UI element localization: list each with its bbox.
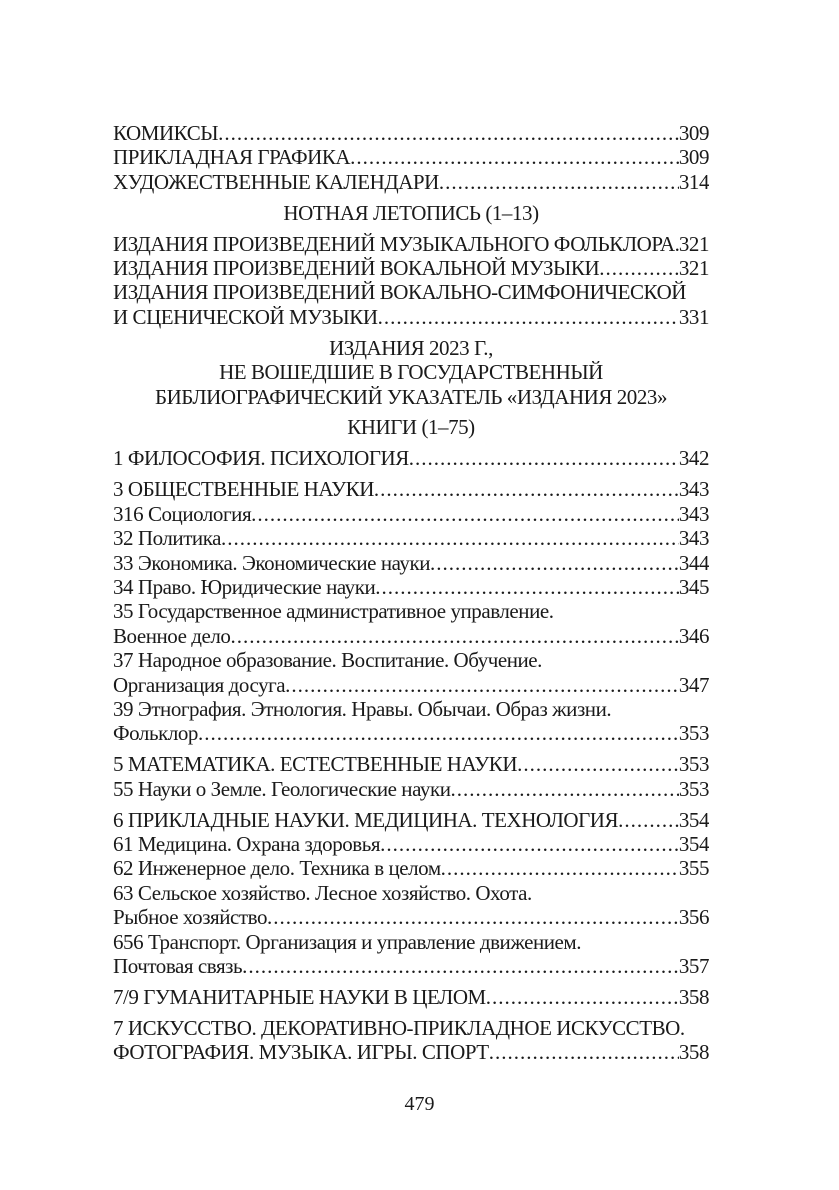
toc-entry-line	[113, 170, 709, 194]
dot-leader	[378, 305, 679, 329]
entry-title: Фольклор	[113, 721, 198, 746]
entry-title: ИЗДАНИЯ ПРОИЗВЕДЕНИЙ МУЗЫКАЛЬНОГО ФОЛЬКЛОРА	[113, 231, 675, 256]
entry-title: 32 Политика	[113, 526, 222, 551]
entry-page-number: 309	[678, 145, 709, 170]
entry-page-number: 346	[678, 623, 709, 648]
toc-entry	[113, 832, 709, 856]
dot-leader	[221, 526, 679, 550]
toc-entry-line	[113, 502, 709, 526]
toc-entry	[113, 145, 709, 169]
dot-leader	[439, 170, 679, 194]
toc-entry-line	[113, 856, 709, 880]
entry-title-line: 7 ИСКУССТВО. ДЕКОРАТИВНО-ПРИКЛАДНОЕ ИСКУССТВО.	[113, 1015, 685, 1040]
dot-leader	[350, 145, 679, 169]
entry-title-line: 37 Народное образование. Воспитание. Обучение.	[113, 648, 542, 673]
entry-page-number: 321	[678, 256, 709, 281]
section-heading	[113, 415, 709, 439]
toc-entry	[113, 232, 709, 256]
toc-entry-line	[113, 446, 709, 470]
entry-page-number: 358	[678, 1040, 709, 1065]
toc-entry	[113, 170, 709, 194]
toc-entry-line	[113, 232, 709, 256]
toc-entry	[113, 697, 709, 746]
dot-leader	[251, 502, 679, 526]
toc-entry	[113, 808, 709, 832]
dot-leader	[380, 832, 679, 856]
heading-line: НЕ ВОШЕДШИЕ В ГОСУДАРСТВЕННЫЙ	[219, 360, 603, 385]
dot-leader	[450, 777, 678, 801]
entry-page-number: 353	[678, 776, 709, 801]
entry-page-number: 331	[678, 304, 709, 329]
toc-entry	[113, 985, 709, 1009]
entry-page-number: 343	[678, 477, 709, 502]
toc-entry-line	[113, 145, 709, 169]
toc-entry	[113, 752, 709, 776]
toc-entry-line	[113, 477, 709, 501]
entry-title: ФОТОГРАФИЯ. МУЗЫКА. ИГРЫ. СПОРТ	[113, 1040, 489, 1065]
toc-entry	[113, 121, 709, 145]
toc-entry	[113, 1016, 709, 1065]
entry-title: КОМИКСЫ	[113, 121, 219, 145]
toc-entry-line	[113, 121, 709, 145]
toc-entry-line	[113, 624, 709, 648]
entry-title: 3 ОБЩЕСТВЕННЫЕ НАУКИ	[113, 477, 374, 502]
entry-title: 61 Медицина. Охрана здоровья	[113, 831, 381, 856]
entry-title-line: 63 Сельское хозяйство. Лесное хозяйство. Охота.	[113, 880, 532, 905]
entry-title: ХУДОЖЕСТВЕННЫЕ КАЛЕНДАРИ	[113, 169, 439, 194]
entry-page-number: 354	[678, 831, 709, 856]
dot-leader	[285, 673, 679, 697]
entry-title: 316 Социология	[113, 501, 252, 526]
entry-page-number: 345	[678, 574, 709, 599]
entry-page-number: 357	[678, 954, 709, 978]
dot-leader	[441, 856, 679, 880]
toc-entry-line	[113, 985, 709, 1009]
entry-page-number: 358	[678, 984, 709, 1009]
dot-leader	[374, 477, 679, 501]
dot-leader	[486, 985, 679, 1009]
entry-title-line: 35 Государственное административное управление.	[113, 599, 554, 624]
toc-entry	[113, 446, 709, 470]
entry-title: Почтовая связь	[113, 954, 243, 978]
heading-line: БИБЛИОГРАФИЧЕСКИЙ УКАЗАТЕЛЬ «ИЗДАНИЯ 2023»	[154, 384, 667, 409]
toc-entry	[113, 256, 709, 280]
toc-entry-line	[113, 905, 709, 929]
toc-entry-line	[113, 721, 709, 745]
entry-title: 1 ФИЛОСОФИЯ. ПСИХОЛОГИЯ	[113, 446, 409, 471]
dot-leader	[430, 551, 679, 575]
dot-leader	[218, 121, 679, 145]
dot-leader	[489, 1040, 679, 1064]
entry-title: ИЗДАНИЯ ПРОИЗВЕДЕНИЙ ВОКАЛЬНОЙ МУЗЫКИ	[113, 256, 600, 281]
entry-page-number: 342	[678, 446, 709, 471]
entry-title: 34 Право. Юридические науки	[113, 574, 376, 599]
heading-line: НОТНАЯ ЛЕТОПИСЬ (1–13)	[283, 200, 539, 225]
toc-entry-line	[113, 305, 709, 329]
dot-leader	[198, 721, 679, 745]
toc-entry	[113, 777, 709, 801]
entry-page-number: 347	[678, 672, 709, 697]
dot-leader	[517, 752, 679, 776]
section-heading	[113, 336, 709, 409]
table-of-contents	[113, 121, 709, 1065]
entry-page-number: 344	[678, 550, 709, 575]
toc-entry	[113, 477, 709, 501]
dot-leader	[409, 446, 679, 470]
dot-leader	[618, 808, 679, 832]
toc-entry	[113, 856, 709, 880]
entry-title-line: ИЗДАНИЯ ПРОИЗВЕДЕНИЙ ВОКАЛЬНО-СИМФОНИЧЕСКОЙ	[113, 280, 686, 305]
entry-page-number: 343	[678, 501, 709, 526]
dot-leader	[375, 575, 679, 599]
dot-leader	[267, 905, 679, 929]
toc-entry	[113, 881, 709, 930]
dot-leader	[242, 954, 679, 978]
toc-entry	[113, 551, 709, 575]
entry-page-number: 355	[678, 856, 709, 881]
toc-entry-line	[113, 673, 709, 697]
toc-entry-line	[113, 752, 709, 776]
toc-entry-line	[113, 954, 709, 978]
page-number: 479	[404, 1093, 435, 1115]
toc-entry-line	[113, 551, 709, 575]
toc-entry	[113, 575, 709, 599]
entry-title: 6 ПРИКЛАДНЫЕ НАУКИ. МЕДИЦИНА. ТЕХНОЛОГИЯ	[113, 807, 619, 832]
entry-page-number: 314	[678, 169, 709, 194]
entry-title: 5 МАТЕМАТИКА. ЕСТЕСТВЕННЫЕ НАУКИ	[113, 752, 518, 777]
entry-title-line: 656 Транспорт. Организация и управление движением.	[113, 929, 582, 954]
entry-page-number: 356	[678, 905, 709, 930]
toc-entry	[113, 599, 709, 648]
entry-page-number: 354	[678, 807, 709, 832]
heading-line: КНИГИ (1–75)	[347, 415, 475, 440]
dot-leader	[230, 624, 678, 648]
toc-entry-line	[113, 1040, 709, 1064]
entry-page-number: 309	[678, 121, 709, 145]
toc-entry-line	[113, 575, 709, 599]
entry-page-number: 353	[678, 721, 709, 746]
entry-title: ПРИКЛАДНАЯ ГРАФИКА	[113, 145, 351, 170]
entry-title: 62 Инженерное дело. Техника в целом	[113, 856, 441, 881]
heading-line: ИЗДАНИЯ 2023 Г.,	[329, 335, 493, 360]
toc-entry	[113, 280, 709, 329]
toc-entry-line	[113, 832, 709, 856]
toc-entry	[113, 526, 709, 550]
toc-entry-line	[113, 777, 709, 801]
toc-entry	[113, 502, 709, 526]
toc-entry-line	[113, 526, 709, 550]
entry-page-number: 343	[678, 526, 709, 551]
entry-page-number: 321	[678, 231, 709, 256]
toc-entry-line	[113, 256, 709, 280]
entry-title: Рыбное хозяйство	[113, 905, 268, 930]
entry-title-line: 39 Этнография. Этнология. Нравы. Обычаи. Образ жизни.	[113, 696, 612, 721]
entry-title: 55 Науки о Земле. Геологические науки	[113, 776, 451, 801]
entry-title: 33 Экономика. Экономические науки	[113, 550, 431, 575]
entry-title: Военное дело	[113, 623, 231, 648]
toc-entry-line	[113, 808, 709, 832]
entry-page-number: 353	[678, 752, 709, 777]
toc-entry	[113, 648, 709, 697]
section-heading	[113, 201, 709, 225]
entry-title: И СЦЕНИЧЕСКОЙ МУЗЫКИ	[113, 304, 378, 329]
entry-title: Организация досуга	[113, 672, 286, 697]
toc-entry	[113, 930, 709, 979]
entry-title: 7/9 ГУМАНИТАРНЫЕ НАУКИ В ЦЕЛОМ	[113, 984, 486, 1009]
dot-leader	[599, 256, 679, 280]
